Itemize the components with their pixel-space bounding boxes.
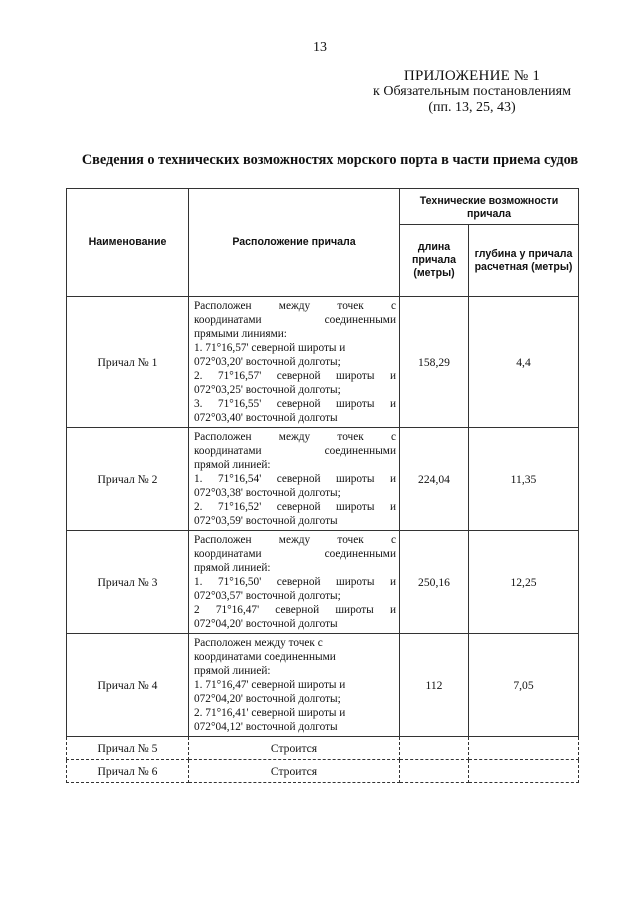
berth-depth [469,737,579,760]
berth-length [400,760,469,783]
appendix-reference: (пп. 13, 25, 43) [428,100,516,115]
berth-length: 112 [400,634,469,737]
location-line: Расположен между точек с [194,431,396,443]
berth-location [189,634,400,737]
page-number: 13 [313,40,327,55]
header-depth: глубина у причала расчетная (метры) [469,225,579,297]
location-line: прямой линией: [194,459,271,471]
location-line: 072°04,20' восточной долготы; [194,693,341,705]
berth-depth: 7,05 [469,634,579,737]
location-line: 2 71°16,47' северной широты и [194,604,396,616]
appendix-subtitle: к Обязательным постановлениям [373,84,571,99]
location-line: 072°03,38' восточной долготы; [194,487,341,499]
location-line: прямой линией: [194,562,271,574]
berth-location [189,428,400,531]
document-title: Сведения о технических возможностях морского порта в части приема судов [81,152,579,168]
berth-location: Строится [189,737,400,760]
location-line: 1. 71°16,54' северной широты и [194,473,396,485]
berth-name: Причал № 5 [67,737,189,760]
berth-depth: 4,4 [469,297,579,428]
berth-depth: 11,35 [469,428,579,531]
location-line: 2. 71°16,52' северной широты и [194,501,396,513]
berth-name: Причал № 3 [67,531,189,634]
location-line: 072°04,20' восточной долготы [194,618,338,630]
table-row [67,760,579,783]
berth-capabilities-table [66,188,579,783]
berth-name: Причал № 6 [67,760,189,783]
location-line: 072°03,40' восточной долготы [194,412,338,424]
header-name: Наименование [67,189,189,297]
header-location: Расположение причала [189,189,400,297]
berth-length [400,737,469,760]
header-length: длина причала (метры) [400,225,469,297]
location-line: Расположен между точек с [194,300,396,312]
location-line: 072°04,12' восточной долготы [194,721,338,733]
berth-location [189,297,400,428]
table-row [67,531,579,634]
table-row [67,634,579,737]
berth-length: 250,16 [400,531,469,634]
berth-name: Причал № 4 [67,634,189,737]
location-line: 072°03,59' восточной долготы [194,515,338,527]
berth-length: 224,04 [400,428,469,531]
appendix-title: ПРИЛОЖЕНИЕ № 1 [403,68,541,84]
berth-location [189,531,400,634]
berth-depth: 12,25 [469,531,579,634]
berth-name: Причал № 2 [67,428,189,531]
table-row [67,428,579,531]
location-line: 3. 71°16,55' северной широты и [194,398,396,410]
berth-name: Причал № 1 [67,297,189,428]
location-line: координатами соединенными [194,548,396,560]
location-line: 072°03,20' восточной долготы; [194,356,341,368]
berth-depth [469,760,579,783]
location-line: прямыми линиями: [194,328,287,340]
location-line: координатами соединенными [194,314,396,326]
location-line: координатами соединенными [194,445,396,457]
location-line: 072°03,25' восточной долготы; [194,384,341,396]
location-line: 2. 71°16,41' северной широты и [194,707,346,719]
location-line: 1. 71°16,57' северной широты и [194,342,346,354]
header-capabilities: Технические возможности причала [400,189,579,225]
berth-length: 158,29 [400,297,469,428]
location-line: прямой линией: [194,665,271,677]
appendix-header [342,68,602,116]
berth-location: Строится [189,760,400,783]
location-line: 072°03,57' восточной долготы; [194,590,341,602]
table-row [67,737,579,760]
location-line: 1. 71°16,50' северной широты и [194,576,396,588]
location-line: Расположен между точек с [194,534,396,546]
location-line: Расположен между точек с [194,637,323,649]
location-line: координатами соединенными [194,651,336,663]
location-line: 1. 71°16,47' северной широты и [194,679,346,691]
table-row [67,297,579,428]
location-line: 2. 71°16,57' северной широты и [194,370,396,382]
